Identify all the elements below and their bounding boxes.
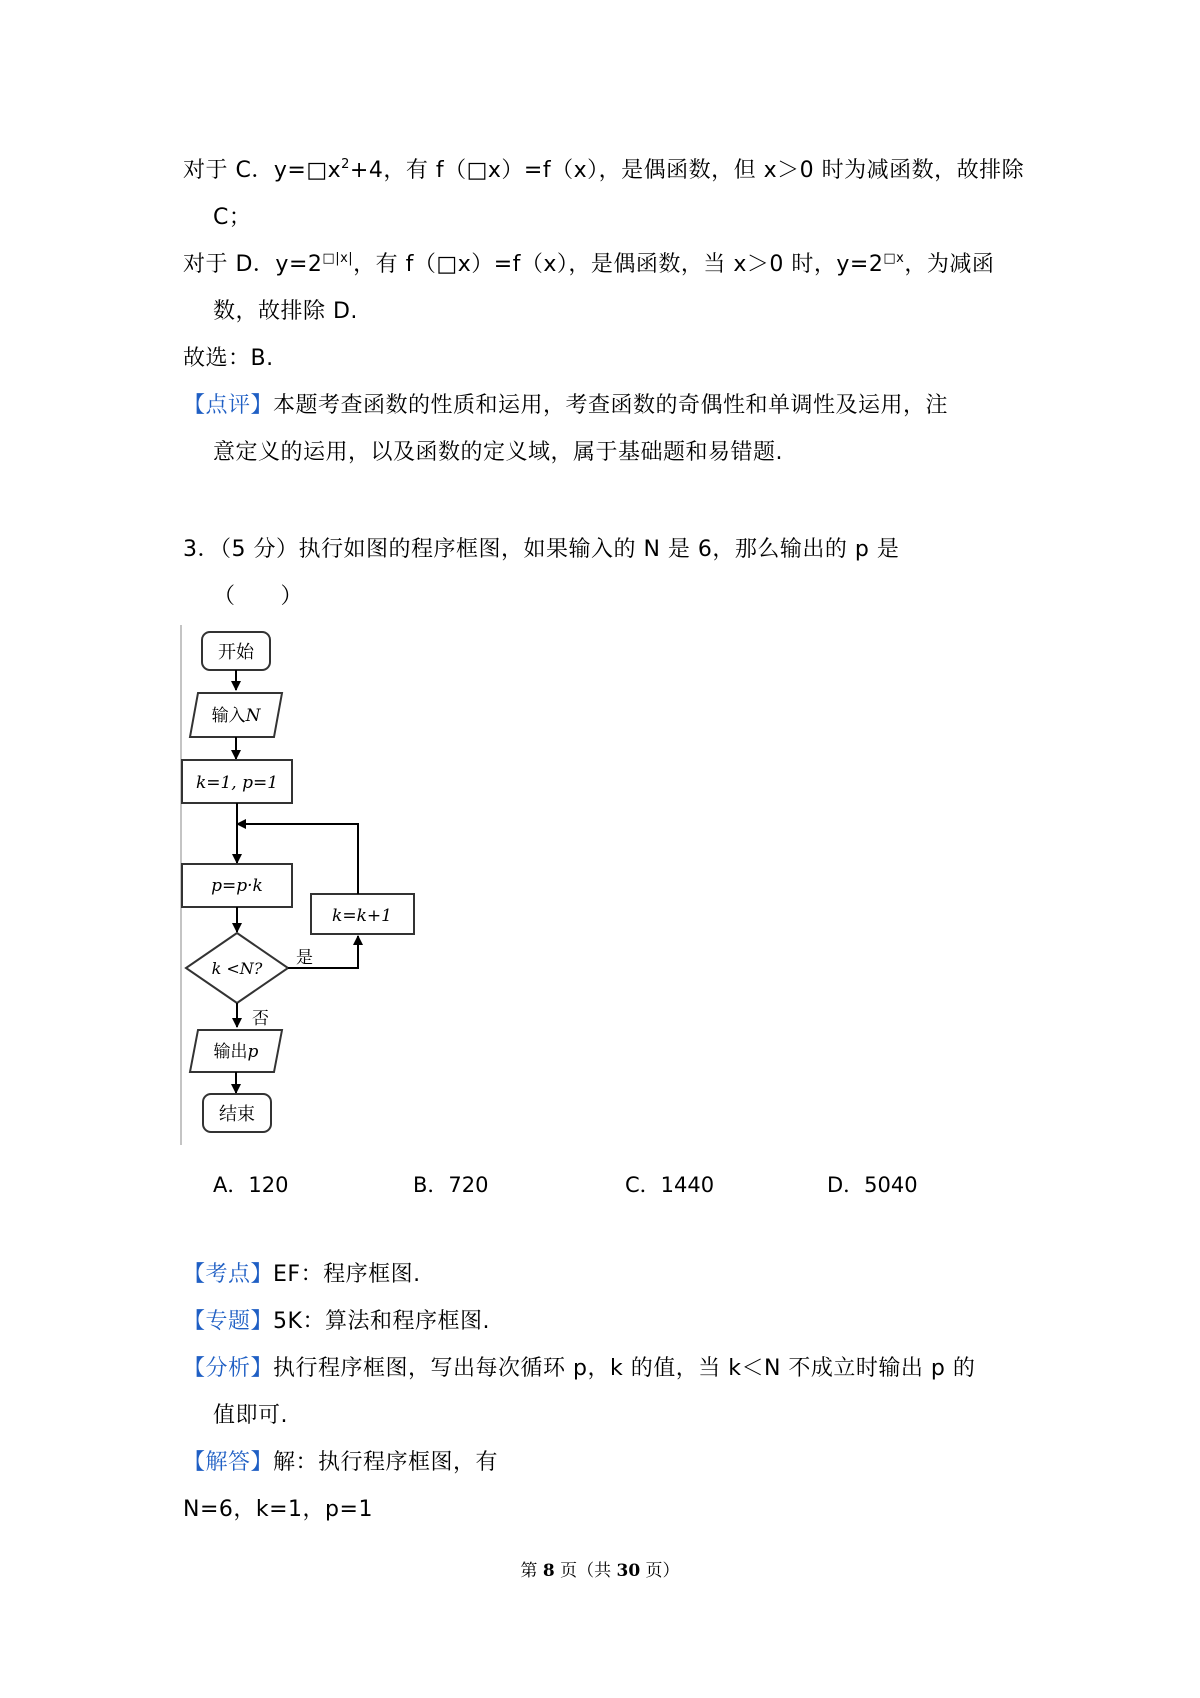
input-text: 输入N	[211, 706, 261, 726]
page-number: 8	[542, 1561, 555, 1581]
line-d-option: 对于 D．$y=2^{□|x|}$，有 f（□x）=f（x），是偶函数，当 x＞0 时，$y=2^{□x}$，为减函	[183, 251, 995, 277]
line-c-option: 对于 C．$y=□x^2+4$，有 f（□x）=f（x），是偶函数，但 x＞0 时为减函数，故排除	[183, 157, 1025, 183]
fenxi-cont: 值即可.	[213, 1403, 288, 1428]
option-b: B．720	[413, 1173, 489, 1197]
flowchart	[170, 620, 460, 1155]
cond-text: k <N?	[211, 959, 263, 978]
question-paren: （ ）	[213, 584, 304, 609]
jieda-line: 【解答】解：执行程序框图，有	[183, 1450, 499, 1475]
page-total: 30	[616, 1561, 641, 1581]
line-c-cont: C；	[213, 205, 252, 230]
line-choose: 故选：B.	[183, 346, 274, 371]
step1-line: N=6，k=1，p=1	[183, 1497, 373, 1522]
start-label: 开始	[218, 642, 254, 663]
kaodian-tag: 【考点】	[183, 1262, 274, 1287]
comment-cont: 意定义的运用，以及函数的定义域，属于基础题和易错题.	[213, 440, 783, 465]
calc-text: p=p·k	[211, 876, 263, 896]
no-label: 否	[252, 1009, 269, 1029]
inc-text: k=k+1	[332, 906, 392, 926]
zhuanti-line: 【专题】5K：算法和程序框图.	[183, 1309, 490, 1334]
init-text: k=1, p=1	[195, 773, 279, 793]
line-d-cont: 数，故排除 D.	[213, 299, 358, 324]
fenxi-tag: 【分析】	[183, 1356, 274, 1381]
option-a: A．120	[213, 1173, 289, 1197]
jieda-tag: 【解答】	[183, 1450, 274, 1475]
end-label: 结束	[219, 1104, 255, 1125]
option-c: C．1440	[625, 1173, 715, 1197]
output-text: 输出p	[213, 1042, 259, 1062]
comment-line: 【点评】本题考查函数的性质和运用，考查函数的奇偶性和单调性及运用，注	[183, 393, 949, 418]
zhuanti-tag: 【专题】	[183, 1309, 274, 1334]
yes-label: 是	[296, 948, 313, 968]
kaodian-line: 【考点】EF：程序框图.	[183, 1262, 421, 1287]
page-footer: 第 8 页（共 30 页）	[520, 1561, 680, 1581]
question-text: 3．（5 分）执行如图的程序框图，如果输入的 N 是 6，那么输出的 p 是	[183, 537, 900, 562]
option-d: D．5040	[827, 1173, 918, 1197]
fenxi-line: 【分析】执行程序框图，写出每次循环 p，k 的值，当 k＜N 不成立时输出 p 的	[183, 1356, 976, 1381]
comment-tag: 【点评】	[183, 393, 274, 418]
